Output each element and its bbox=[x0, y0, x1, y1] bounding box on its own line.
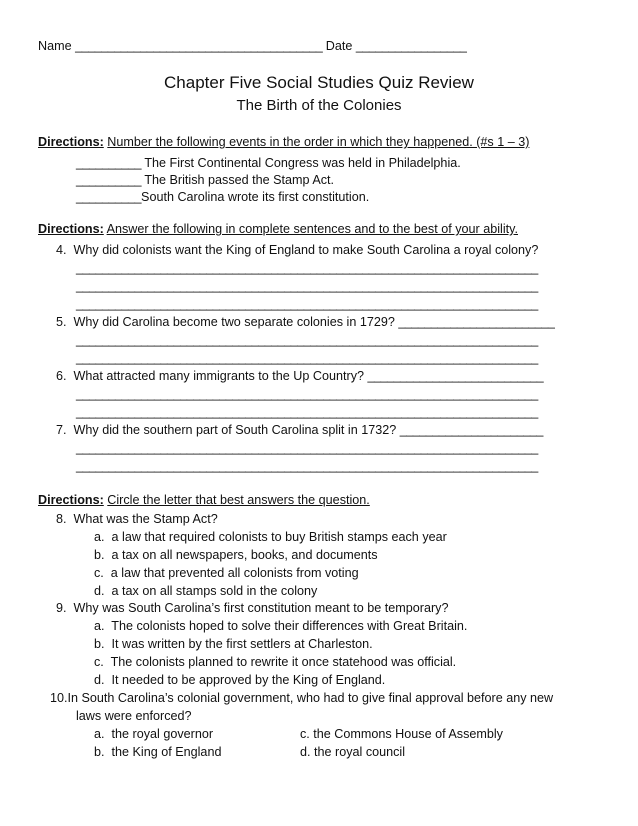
page-subtitle: The Birth of the Colonies bbox=[236, 97, 402, 114]
date-blank[interactable]: _________________ bbox=[355, 39, 467, 53]
question-text: Why did the southern part of South Carolina split in 1732? bbox=[73, 423, 397, 437]
answer-line[interactable]: _______________________________________________________________________ bbox=[76, 297, 538, 311]
option-text: the royal council bbox=[314, 745, 406, 759]
answer-option[interactable] bbox=[94, 654, 456, 671]
option-letter: b. bbox=[94, 745, 105, 759]
answer-option[interactable] bbox=[94, 618, 467, 635]
option-text: a tax on all newspapers, books, and documents bbox=[111, 548, 378, 562]
event-text: The First Continental Congress was held in Philadelphia. bbox=[144, 156, 461, 170]
directions-text: Answer the following in complete sentences and to the best of your ability. bbox=[106, 222, 518, 236]
question-number: 8. bbox=[56, 512, 67, 526]
question-5 bbox=[56, 314, 554, 331]
option-text: The colonists hoped to solve their differences with Great Britain. bbox=[111, 619, 468, 633]
answer-option[interactable] bbox=[94, 565, 359, 582]
question-text: What was the Stamp Act? bbox=[73, 512, 218, 526]
answer-option[interactable] bbox=[94, 636, 373, 653]
answer-line[interactable]: _______________________________________________________________________ bbox=[76, 405, 538, 419]
answer-option[interactable] bbox=[94, 547, 378, 564]
option-letter: c. bbox=[300, 727, 310, 741]
option-letter: d. bbox=[300, 745, 311, 759]
option-text: It needed to be approved by the King of England. bbox=[111, 673, 386, 687]
event-text: South Carolina wrote its first constitution. bbox=[141, 190, 370, 204]
question-number: 6. bbox=[56, 369, 67, 383]
event-text: The British passed the Stamp Act. bbox=[144, 173, 335, 187]
question-text: Why was South Carolina’s first constitution meant to be temporary? bbox=[73, 601, 449, 615]
event-item bbox=[76, 172, 334, 189]
event-blank[interactable]: __________ bbox=[76, 173, 142, 187]
name-field[interactable] bbox=[38, 38, 466, 55]
question-8 bbox=[56, 511, 218, 528]
question-text: In South Carolina’s colonial government, who had to give final approval before any new bbox=[67, 691, 554, 705]
question-number: 7. bbox=[56, 423, 67, 437]
event-blank[interactable]: __________ bbox=[76, 190, 142, 204]
option-text: a tax on all stamps sold in the colony bbox=[111, 584, 318, 598]
answer-line[interactable]: _______________________________________________________________________ bbox=[76, 459, 538, 473]
question-4 bbox=[56, 242, 538, 259]
section2-directions bbox=[38, 221, 518, 238]
option-letter: d. bbox=[94, 673, 105, 687]
question-number: 4. bbox=[56, 243, 67, 257]
answer-line[interactable]: _______________________________________________________________________ bbox=[76, 261, 538, 275]
question-number: 9. bbox=[56, 601, 67, 615]
inline-answer-blank[interactable]: ___________________________ bbox=[367, 369, 544, 383]
question-9 bbox=[56, 600, 448, 617]
date-label: Date bbox=[325, 39, 353, 53]
option-text: the Commons House of Assembly bbox=[313, 727, 503, 741]
section3-directions bbox=[38, 492, 370, 509]
answer-option[interactable] bbox=[94, 726, 213, 743]
question-text: Why did colonists want the King of England to make South Carolina a royal colony? bbox=[73, 243, 539, 257]
answer-line[interactable]: _______________________________________________________________________ bbox=[76, 387, 538, 401]
section1-directions bbox=[38, 134, 529, 151]
directions-label: Directions: bbox=[38, 135, 104, 149]
option-letter: a. bbox=[94, 727, 105, 741]
answer-option[interactable] bbox=[94, 583, 317, 600]
option-letter: a. bbox=[94, 530, 105, 544]
question-10 bbox=[50, 690, 553, 707]
event-item bbox=[76, 155, 461, 172]
name-label: Name bbox=[38, 39, 72, 53]
directions-text: Number the following events in the order in which they happened. (#s 1 – 3) bbox=[107, 135, 530, 149]
page-title: Chapter Five Social Studies Quiz Review bbox=[164, 73, 474, 92]
question-6 bbox=[56, 368, 543, 385]
option-letter: b. bbox=[94, 548, 105, 562]
answer-line[interactable]: _______________________________________________________________________ bbox=[76, 279, 538, 293]
directions-label: Directions: bbox=[38, 222, 104, 236]
option-text: a law that required colonists to buy British stamps each year bbox=[111, 530, 447, 544]
option-text: a law that prevented all colonists from voting bbox=[110, 566, 359, 580]
question-7 bbox=[56, 422, 543, 439]
inline-answer-blank[interactable]: ________________________ bbox=[398, 315, 555, 329]
option-letter: d. bbox=[94, 584, 105, 598]
directions-text: Circle the letter that best answers the question. bbox=[107, 493, 370, 507]
answer-option[interactable] bbox=[94, 672, 385, 689]
inline-answer-blank[interactable]: ______________________ bbox=[399, 423, 543, 437]
option-letter: a. bbox=[94, 619, 105, 633]
question-number: 5. bbox=[56, 315, 67, 329]
answer-line[interactable]: _______________________________________________________________________ bbox=[76, 441, 538, 455]
answer-option[interactable] bbox=[94, 529, 447, 546]
question-text: Why did Carolina become two separate colonies in 1729? bbox=[73, 315, 395, 329]
question-number: 10. bbox=[50, 691, 68, 705]
directions-label: Directions: bbox=[38, 493, 104, 507]
question-text-continued: laws were enforced? bbox=[76, 709, 192, 723]
answer-line[interactable]: _______________________________________________________________________ bbox=[76, 333, 538, 347]
option-letter: b. bbox=[94, 637, 105, 651]
option-letter: c. bbox=[94, 655, 104, 669]
option-letter: c. bbox=[94, 566, 104, 580]
answer-line[interactable]: _______________________________________________________________________ bbox=[76, 351, 538, 365]
answer-option[interactable] bbox=[300, 744, 405, 761]
name-blank[interactable]: ______________________________________ bbox=[75, 39, 323, 53]
event-item bbox=[76, 189, 369, 206]
option-text: It was written by the first settlers at Charleston. bbox=[111, 637, 373, 651]
answer-option[interactable] bbox=[94, 744, 221, 761]
option-text: the royal governor bbox=[111, 727, 214, 741]
option-text: The colonists planned to rewrite it once statehood was official. bbox=[110, 655, 457, 669]
question-text: What attracted many immigrants to the Up Country? bbox=[73, 369, 364, 383]
event-blank[interactable]: __________ bbox=[76, 156, 142, 170]
answer-option[interactable] bbox=[300, 726, 503, 743]
option-text: the King of England bbox=[111, 745, 222, 759]
